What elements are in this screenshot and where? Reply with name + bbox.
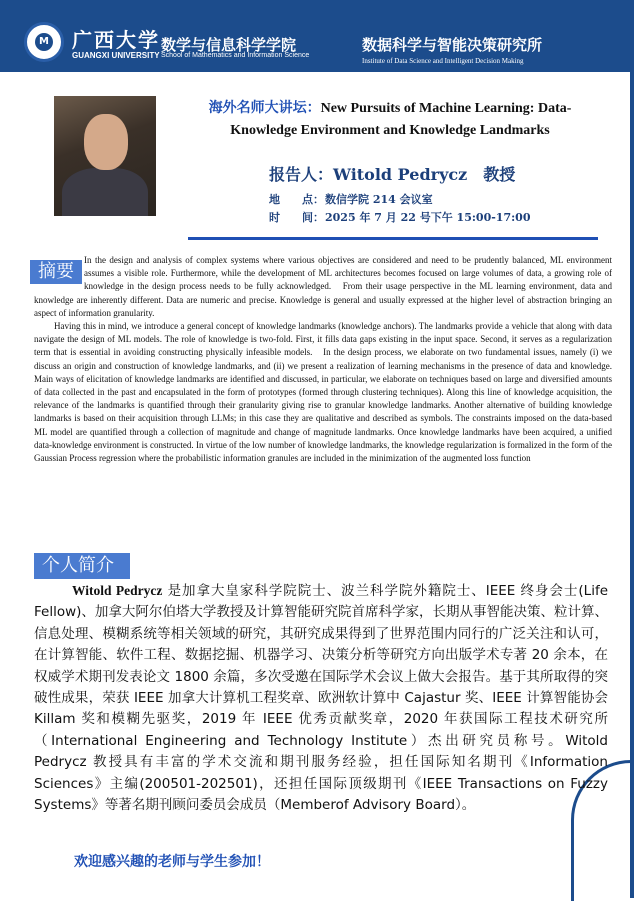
location-value: 数信学院 214 会议室: [325, 193, 433, 206]
school-name-en: School of Mathematics and Information Science: [161, 52, 310, 59]
abstract-paragraph-1: In the design and analysis of complex systems where various objectives are considered and need to be prudently balanced, ML environment assumes a visible role. Furthermore, while the development of ML architectures becomes focused on large volumes of data, a growing role of knowledge in the design process needs to be fully acknowledged. From their usage perspective in the ML learning environment, data and knowledge are inherently different. Data are numeric and precise. Knowledge is general and usually expressed at the higher level of abstraction bringing an aspect of information granularity.: [34, 255, 612, 318]
university-name-en: GUANGXI UNIVERSITY: [72, 51, 160, 60]
university-logo: [24, 22, 64, 62]
location-label: 地 点：: [269, 193, 324, 206]
welcome-message: 欢迎感兴趣的老师与学生参加！: [74, 854, 270, 870]
institute-name-en: Institute of Data Science and Intelligent Decision Making: [362, 57, 524, 65]
time-value: 2025 年 7 月 22 号下午 15:00-17:00: [325, 211, 531, 224]
title-line-2: Knowledge Environment and Knowledge Landmarks: [230, 123, 550, 138]
institute-name-cn: 数据科学与智能决策研究所: [362, 36, 543, 54]
abstract-paragraph-2: Having this in mind, we introduce a general concept of knowledge landmarks (knowledge anchors). The landmarks provide a vehicle that along with data navigate the design of ML models. The role of knowledge is two-fold. First, it fills data gaps existing in the input space. Second, it serves as a regularization term that is essential in avoiding constructing physically infeasible models. In the design process, we elaborate on two fundamental issues, namely (i) we discuss an origin and construction of knowledge landmarks, and (ii) we present a realization of learning mechanisms in the presence of data and knowledge. Main ways of elicitation of knowledge landmarks are identified and discussed, in particular, we elaborate on techniques based on large and diversified amounts of data collected in the past and encapsulated in the form of prototypes (formed through clustering techniques). Along this line of knowledge acquisition, the relevance of the landmarks is quantified through their granularity giving rise to granular knowledge landmarks. Another alternative of building knowledge landmarks is based on their acquisition through LLMs; in this case they are qualitative and described as symbols. The constraints imposed on the data-based ML model are quantified through a collection of magnitude and change of magnitude landmarks. Once knowledge landmarks have been acquired, a unified data-knowledge environment is constructed. In virtue of the low number of knowledge landmarks, the knowledge regularization is formalized in the form of the Gaussian Process regression where the probabilistic information granules are included in the minimization of the augmented loss function: [34, 321, 612, 464]
bio-heading: 个人简介: [34, 553, 130, 579]
bio-text: 是加拿大皇家科学院院士、波兰科学院外籍院士、IEEE 终身会士(Life Fellow)、加拿大阿尔伯塔大学教授及计算智能研究院首席科学家，长期从事智能决策、粒计算、信息处理、模糊系统等相关领域的研究，其研究成果得到了世界范围内同行的广泛关注和认可，在计算智能、软件工程、数据挖掘、机器学习、决策分析等研究方向出版学术专著 20 余本，在权威学术期刊发表论文 1800 余篇，多次受邀在国际学术会议上做大会报告。基于其所取得的突破性成果，荣获 IEEE 加拿大计算机工程奖章、欧洲软计算中 Cajastur 奖、IEEE 计算智能协会 Killam 奖和模糊先驱奖，2019 年 IEEE 优秀贡献奖章，2020 年获国际工程技术研究所（International Engineering and Technology Institute）杰出研究员称号。Witold Pedrycz 教授具有丰富的学术交流和期刊服务经验，担任国际知名期刊《Information Sciences》主编(200501-202501)，还担任国际顶级期刊《IEEE Transactions on Fuzzy Systems》等著名期刊顾问委员会成员（Memberof Advisory Board）。: [34, 583, 609, 814]
lecture-title: [170, 97, 610, 142]
time-row: [269, 209, 530, 225]
series-label: 海外名师大讲坛：: [208, 100, 321, 116]
location-row: [269, 191, 433, 207]
header-banner: [0, 0, 634, 72]
time-label: 时 间：: [269, 211, 324, 224]
title-line-1: New Pursuits of Machine Learning: Data-: [320, 101, 572, 116]
school-name-cn: 数学与信息科学学院: [161, 36, 297, 54]
title-divider: [188, 237, 598, 240]
university-name-cn: 广西大学: [72, 28, 160, 52]
bio-name: Witold Pedrycz: [72, 583, 163, 598]
speaker-photo: [54, 96, 156, 216]
abstract-heading: 摘要: [30, 260, 82, 284]
abstract-body: [34, 254, 612, 465]
speaker-name: 报告人：Witold Pedrycz 教授: [269, 165, 516, 184]
bio-body: [34, 580, 608, 816]
logo-letter: M: [35, 33, 53, 51]
